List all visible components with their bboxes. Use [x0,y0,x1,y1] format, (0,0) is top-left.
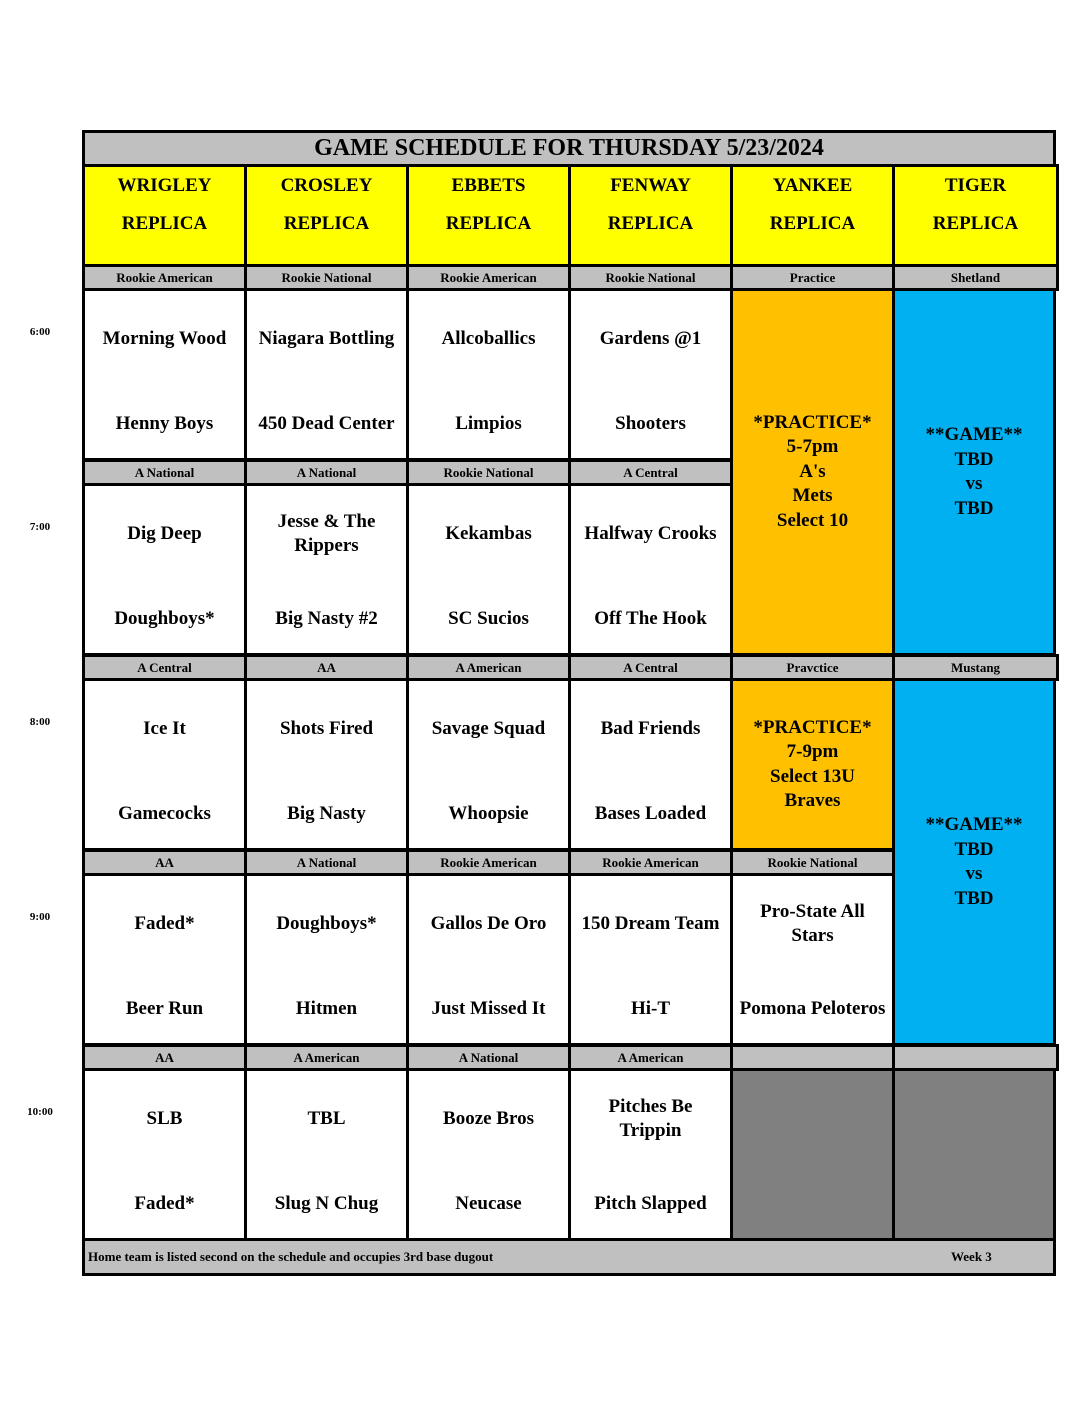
division-label: Pravctice [730,654,895,681]
division-label: A American [244,1044,409,1071]
away-team: Halfway Crooks [584,523,717,544]
footer-note: Home team is listed second on the schedule and occupies 3rd base dugout [88,1249,494,1264]
division-label: A National [244,849,409,876]
field-subtitle: REPLICA [283,213,370,234]
division-label: AA [82,849,247,876]
division-label: Rookie National [244,264,409,291]
home-team: Off The Hook [594,608,707,629]
field-header-fenway [568,164,733,267]
game-cell [82,678,247,851]
game-cell [568,288,733,461]
home-team: Henny Boys [115,413,214,434]
time-label: 6:00 [29,326,51,338]
division-label: Rookie National [568,264,733,291]
game-cell [244,483,409,656]
practice-block: *PRACTICE* 5-7pm A's Mets Select 10 [730,288,895,656]
home-team: Hitmen [295,998,358,1019]
home-team: Limpios [455,413,522,434]
empty-cell [892,1068,1056,1241]
away-team: TBL [307,1108,346,1129]
game-block: **GAME** TBD vs TBD [892,678,1056,1046]
away-team: Booze Bros [443,1108,534,1129]
home-team: Doughboys* [114,608,215,629]
game-cell [244,288,409,461]
home-team: Shooters [615,413,686,434]
field-header-ebbets [406,164,571,267]
division-label: Rookie National [406,459,571,486]
field-header-yankee [730,164,895,267]
away-team: 150 Dream Team [581,913,720,934]
away-team: Pro-State All Stars [760,901,865,946]
schedule-table [27,130,1056,1276]
home-team: Big Nasty [287,803,366,824]
home-team: Pomona Peloteros [739,998,886,1019]
division-label: A Central [82,654,247,681]
home-team: SC Sucios [448,608,529,629]
division-label: A National [406,1044,571,1071]
game-block: **GAME** TBD vs TBD [892,288,1056,656]
field-name: EBBETS [451,175,526,196]
game-cell [244,1068,409,1241]
away-team: Niagara Bottling [258,328,395,349]
game-cell [406,483,571,656]
division-label: A National [244,459,409,486]
time-label: 7:00 [29,521,51,533]
away-team: Kekambas [445,523,532,544]
home-team: Neucase [455,1193,522,1214]
home-team: Big Nasty #2 [275,608,378,629]
division-label: Practice [730,264,895,291]
away-team: Jesse & The Rippers [277,511,376,556]
field-subtitle: REPLICA [445,213,532,234]
game-cell [406,288,571,461]
away-team: Ice It [143,718,186,739]
game-cell [406,1068,571,1241]
home-team: Hi-T [630,998,671,1019]
away-team: Doughboys* [276,913,377,934]
field-header-crosley [244,164,409,267]
division-label: Shetland [892,264,1059,291]
field-subtitle: REPLICA [121,213,208,234]
field-name: CROSLEY [280,175,373,196]
practice-block: *PRACTICE* 7-9pm Select 13U Braves [730,678,895,851]
home-team: 450 Dead Center [258,413,395,434]
game-cell [82,483,247,656]
game-cell [244,873,409,1046]
field-header-wrigley [82,164,247,267]
away-team: SLB [146,1108,183,1129]
field-subtitle: REPLICA [932,213,1019,234]
field-name: WRIGLEY [117,175,212,196]
time-label: 9:00 [29,911,51,923]
division-label [730,1044,895,1071]
home-team: Beer Run [125,998,204,1019]
game-cell [82,873,247,1046]
division-label: Rookie American [568,849,733,876]
week-label: Week 3 [951,1249,992,1264]
footer-bar [82,1238,1056,1276]
division-label [892,1044,1059,1071]
time-label: 8:00 [29,716,51,728]
game-cell [406,678,571,851]
game-cell [406,873,571,1046]
field-name: YANKEE [772,175,853,196]
field-subtitle: REPLICA [769,213,856,234]
game-cell [568,483,733,656]
division-label: A American [568,1044,733,1071]
away-team: Pitches Be Trippin [608,1096,693,1141]
away-team: Faded* [134,913,195,934]
division-label: Rookie American [406,264,571,291]
division-label: Rookie American [82,264,247,291]
game-cell [82,1068,247,1241]
field-header-tiger [892,164,1059,267]
away-team: Savage Squad [431,718,546,739]
time-label: 10:00 [27,1106,53,1118]
division-label: Rookie National [730,849,895,876]
page-title: GAME SCHEDULE FOR THURSDAY 5/23/2024 [82,130,1056,167]
home-team: Pitch Slapped [594,1193,707,1214]
division-label: A American [406,654,571,681]
game-cell [82,288,247,461]
game-cell [730,873,895,1046]
field-name: FENWAY [610,175,691,196]
home-team: Slug N Chug [274,1193,379,1214]
away-team: Allcoballics [441,328,536,349]
game-cell [568,1068,733,1241]
game-cell [568,678,733,851]
home-team: Gamecocks [118,803,211,824]
away-team: Bad Friends [600,718,701,739]
division-label: AA [244,654,409,681]
division-label: A Central [568,654,733,681]
home-team: Whoopsie [448,803,529,824]
away-team: Morning Wood [102,328,227,349]
away-team: Gallos De Oro [430,913,547,934]
away-team: Shots Fired [279,718,374,739]
division-label: AA [82,1044,247,1071]
field-name: TIGER [944,175,1007,196]
away-team: Gardens @1 [599,328,702,349]
away-team: Dig Deep [127,523,202,544]
division-label: Rookie American [406,849,571,876]
home-team: Faded* [134,1193,195,1214]
home-team: Just Missed It [431,998,546,1019]
home-team: Bases Loaded [594,803,707,824]
game-cell [568,873,733,1046]
empty-cell [730,1068,895,1241]
field-subtitle: REPLICA [607,213,694,234]
game-cell [244,678,409,851]
division-label: A National [82,459,247,486]
division-label: A Central [568,459,733,486]
division-label: Mustang [892,654,1059,681]
